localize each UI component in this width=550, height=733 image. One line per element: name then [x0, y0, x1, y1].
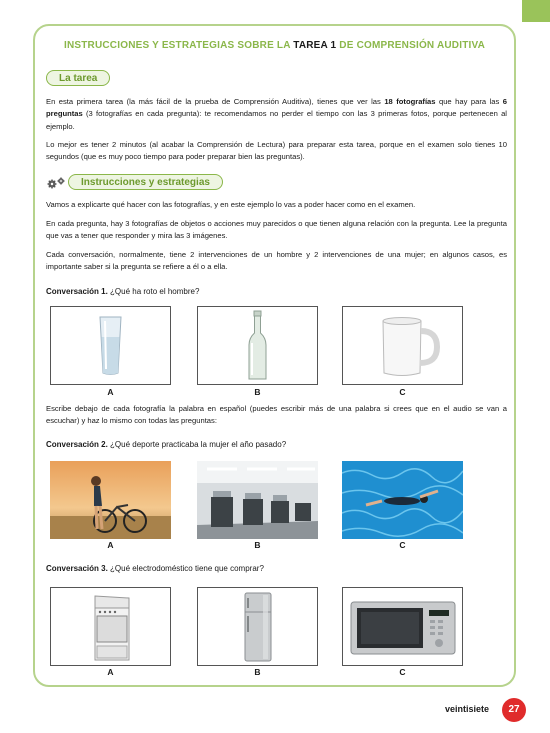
photo-stove	[50, 587, 171, 666]
caption-1b: B	[254, 387, 261, 397]
photo-glass	[50, 306, 171, 385]
section-label-la-tarea: La tarea	[46, 70, 110, 86]
page-number-word: veintisiete	[445, 704, 490, 714]
caption-1c: C	[399, 387, 406, 397]
photo-mug	[342, 306, 463, 385]
section1-paragraph-1: En esta primera tarea (la más fácil de la prueba de Comprensión Auditiva), tienes que ver las 18 fotografías que hay para las 6 preguntas (3 fotografías en cada pregunta): te recomendamos no perder el tiempo con las 3 primeras fotos, porque pertenecen al ejemplo.	[46, 97, 507, 131]
caption-3a: A	[107, 667, 114, 677]
section2-paragraph-2: En cada pregunta, hay 3 fotografías de objetos o acciones muy parecidos o que tienen alguna relación con la pregunta. Lee la pregunta que vas a tener que responder y mira las 3 imágenes.	[46, 219, 507, 241]
photo-bottle	[197, 306, 318, 385]
photo-microwave	[342, 587, 463, 666]
gears-icon	[46, 176, 66, 190]
conversation-3-heading: Conversación 3. ¿Qué electrodoméstico tiene que comprar?	[46, 564, 264, 573]
photo-swimming	[342, 461, 463, 539]
caption-2a: A	[107, 540, 114, 550]
photo-gym	[197, 461, 318, 539]
section1-paragraph-2: Lo mejor es tener 2 minutos (al acabar la Comprensión de Lectura) para preparar esta tarea, porque en el examen solo tienes 10 segundos (que es muy poco tiempo para poder preparar bien las preguntas).	[46, 140, 507, 162]
conversation-2-heading: Conversación 2. ¿Qué deporte practicaba la mujer el año pasado?	[46, 440, 287, 449]
page-title	[35, 40, 514, 51]
title-emph: TAREA 1	[293, 40, 337, 51]
page-number-badge: 27	[502, 698, 526, 722]
middle-instructions: Escribe debajo de cada fotografía la palabra en español (puedes escribir más de una palabra si crees que en el audio se van a escuchar) y haz lo mismo con todas las preguntas:	[46, 404, 507, 426]
corner-tab	[522, 0, 550, 22]
title-prefix: INSTRUCCIONES Y ESTRATEGIAS SOBRE LA	[63, 40, 294, 51]
caption-3b: B	[254, 667, 261, 677]
conversation-1-heading: Conversación 1. ¿Qué ha roto el hombre?	[46, 287, 200, 296]
photo-fridge	[197, 587, 318, 666]
instructions-panel	[33, 24, 516, 687]
caption-2b: B	[254, 540, 261, 550]
section2-paragraph-3: Cada conversación, normalmente, tiene 2 intervenciones de un hombre y 2 intervenciones de una mujer; en algunos casos, es importante saber si la pregunta se refiere a él o a ella.	[46, 250, 507, 272]
caption-1a: A	[107, 387, 114, 397]
caption-3c: C	[399, 667, 406, 677]
caption-2c: C	[399, 540, 406, 550]
section2-paragraph-1: Vamos a explicarte qué hacer con las fotografías, y en este ejemplo lo vas a poder hacer como en el examen.	[46, 200, 416, 209]
section-label-instrucciones: Instrucciones y estrategias	[68, 174, 223, 190]
photo-cycling	[50, 461, 171, 539]
title-suffix: DE COMPRENSIÓN AUDITIVA	[336, 40, 486, 51]
